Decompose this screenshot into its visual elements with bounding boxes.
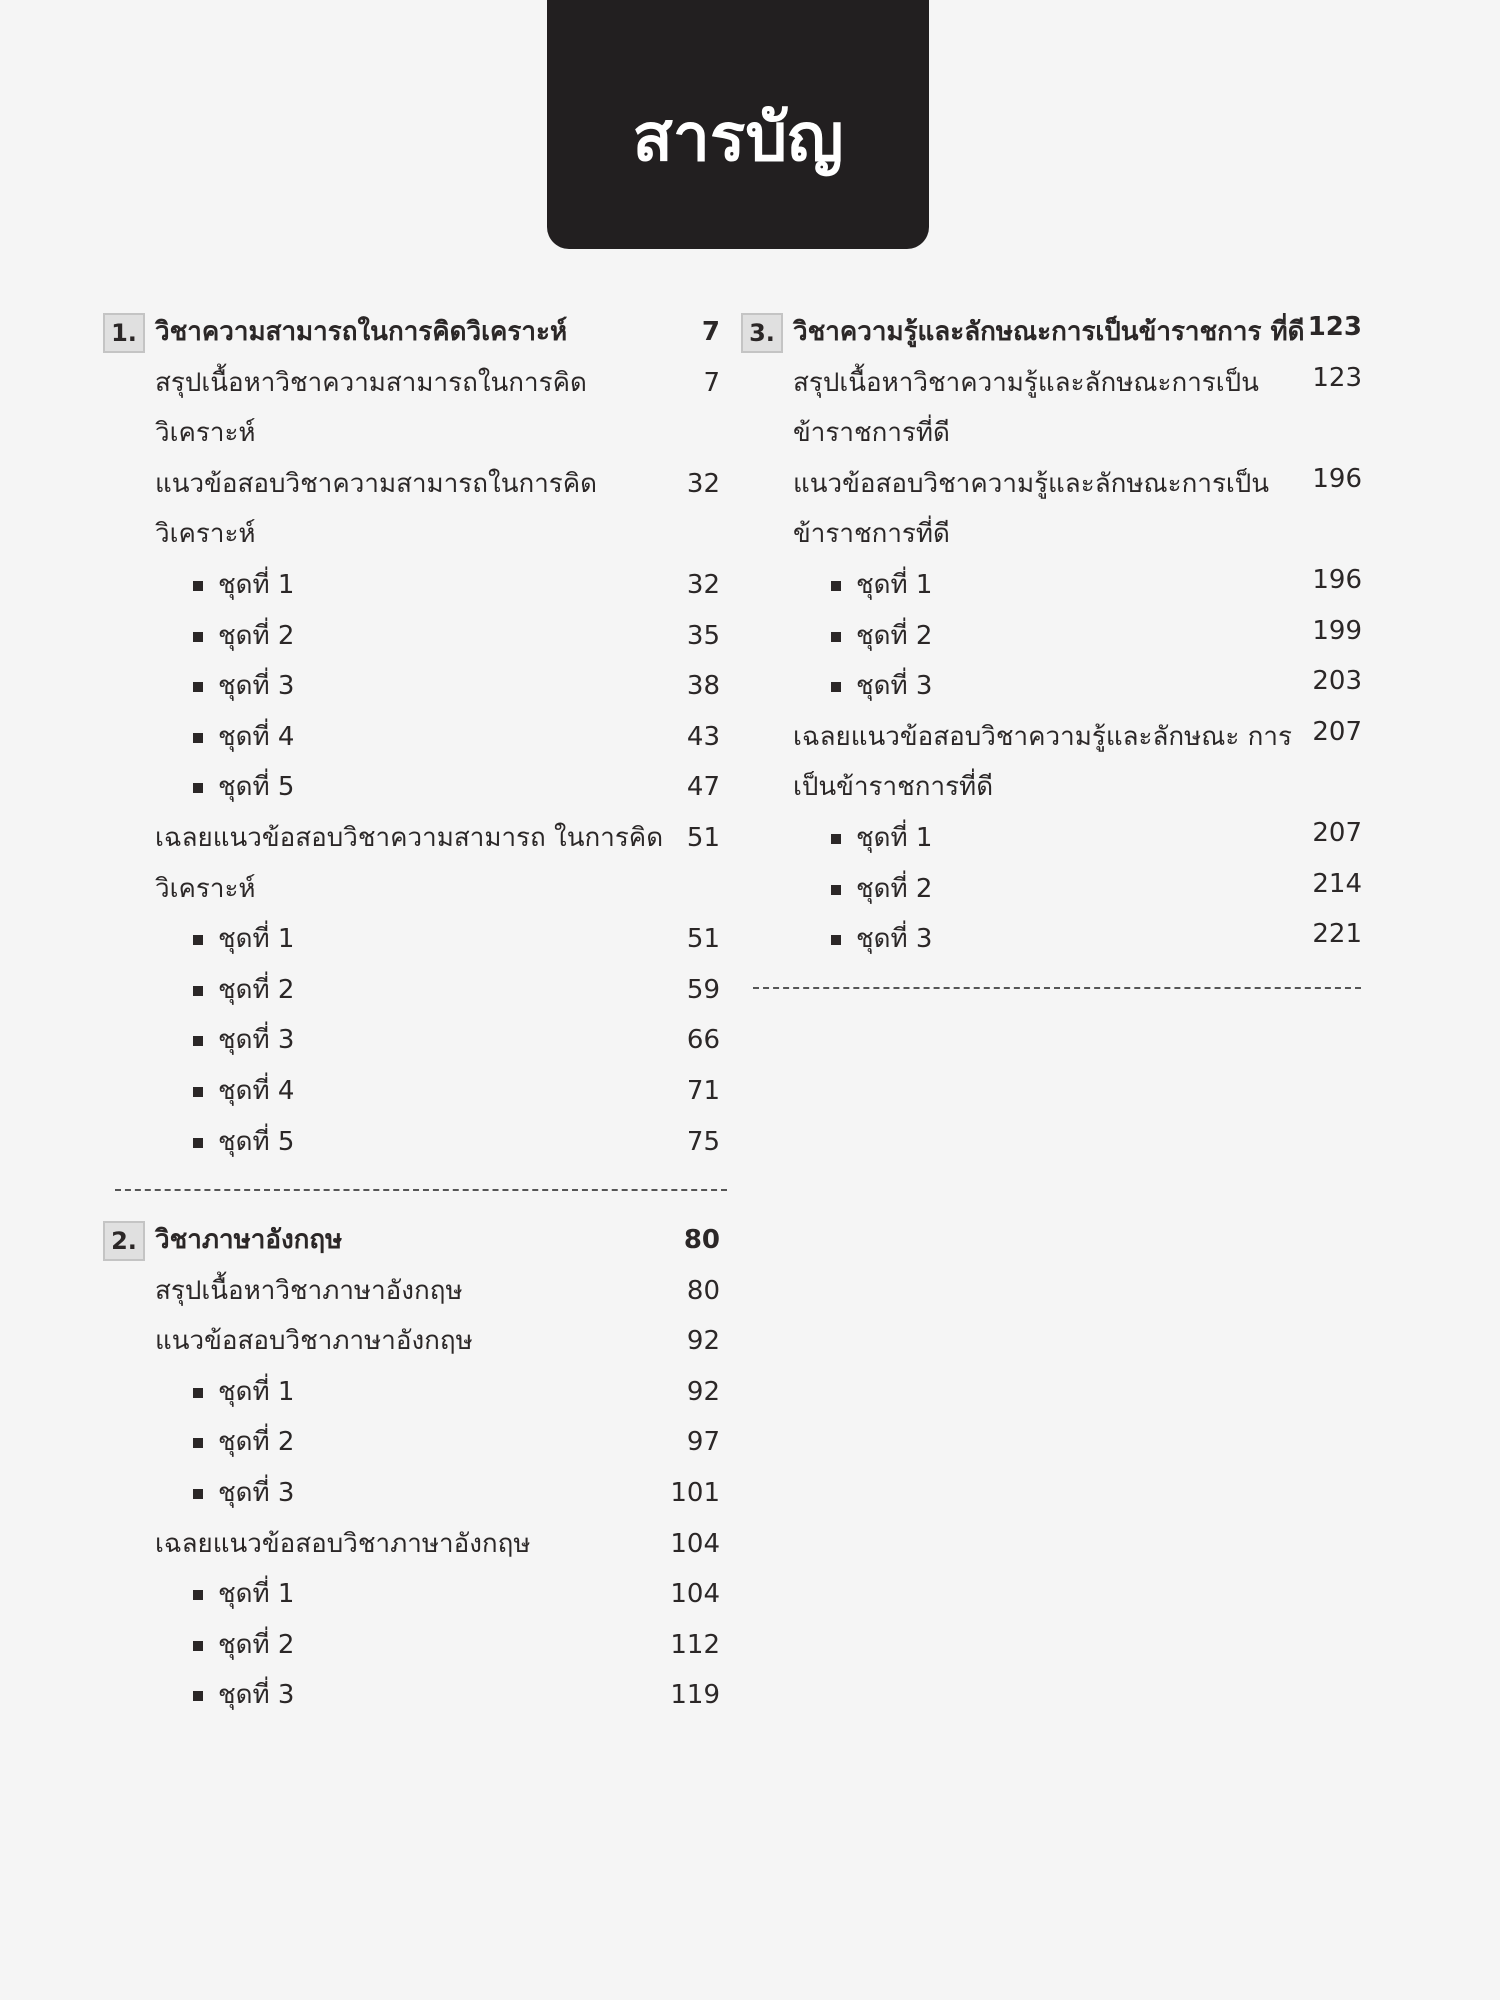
section-title: วิชาภาษาอังกฤษ [155,1225,343,1256]
toc-subentry-page-number: 221 [1312,919,1362,950]
toc-entry[interactable] [738,358,1368,459]
toc-entry-label: แนวข้อสอบวิชาความรู้และลักษณะการเป็น ข้าราชการที่ดี [793,468,1270,550]
toc-entry-label: เฉลยแนวข้อสอบวิชาความสามารถ ในการคิดวิเคราะห์ [155,822,664,904]
toc-subentry[interactable] [100,1117,730,1168]
section-header[interactable] [738,307,1368,358]
toc-subentry-page-number: 97 [686,1427,720,1458]
toc-subentry-page-number: 35 [686,620,720,651]
square-bullet-icon [193,986,203,996]
toc-subentry-label: ชุดที่ 2 [856,620,933,651]
toc-entry[interactable] [738,459,1368,560]
toc-section [738,307,1368,965]
toc-subentry[interactable] [100,1367,730,1418]
section-page-number: 123 [1307,312,1362,342]
toc-entry[interactable] [100,1519,730,1570]
square-bullet-icon [193,1388,203,1398]
square-bullet-icon [193,1438,203,1448]
section-divider [115,1189,727,1191]
toc-subentry-label: ชุดที่ 3 [856,671,933,702]
toc-subentry-label: ชุดที่ 1 [218,924,295,955]
toc-subentry-label: ชุดที่ 5 [218,772,295,803]
toc-subentry-page-number: 59 [686,974,720,1005]
toc-subentry-label: ชุดที่ 2 [218,1427,295,1458]
toc-entry[interactable] [100,358,730,459]
toc-subentry[interactable] [738,560,1368,611]
section-number: 1. [103,313,145,353]
toc-entry[interactable] [738,712,1368,813]
square-bullet-icon [193,783,203,793]
toc-entry-page-number: 80 [686,1275,720,1306]
toc-subentry[interactable] [738,661,1368,712]
square-bullet-icon [193,581,203,591]
toc-subentry[interactable] [100,1670,730,1721]
toc-entry[interactable] [100,1316,730,1367]
section-title: วิชาความรู้และลักษณะการเป็นข้าราชการ ที่ดี [793,317,1305,347]
toc-subentry-label: ชุดที่ 2 [856,873,933,904]
square-bullet-icon [831,834,841,844]
toc-subentry[interactable] [738,914,1368,965]
square-bullet-icon [193,935,203,945]
toc-entry[interactable] [100,1266,730,1317]
square-bullet-icon [193,733,203,743]
toc-subentry-page-number: 207 [1312,817,1362,848]
toc-entry[interactable] [100,813,730,914]
toc-entry[interactable] [100,459,730,560]
toc-entry-label: สรุปเนื้อหาวิชาภาษาอังกฤษ [155,1275,463,1306]
toc-column-right [738,307,1368,1013]
section-number: 2. [103,1221,145,1261]
toc-subentry[interactable] [100,1468,730,1519]
page-title: สารบัญ [547,0,929,249]
toc-entry-label: แนวข้อสอบวิชาความสามารถในการคิดวิเคราะห์ [155,468,598,550]
toc-subentry-label: ชุดที่ 2 [218,1629,295,1660]
square-bullet-icon [831,632,841,642]
toc-subentry[interactable] [100,661,730,712]
toc-subentry-label: ชุดที่ 5 [218,1126,295,1157]
square-bullet-icon [193,632,203,642]
toc-subentry-label: ชุดที่ 3 [856,924,933,955]
toc-entry-page-number: 92 [686,1326,720,1357]
toc-entry-page-number: 123 [1312,362,1362,393]
section-divider [753,987,1361,989]
toc-subentry-page-number: 51 [686,924,720,955]
toc-entry-page-number: 207 [1312,716,1362,747]
toc-subentry-page-number: 92 [686,1376,720,1407]
toc-entry-label: เฉลยแนวข้อสอบวิชาภาษาอังกฤษ [155,1528,531,1559]
toc-subentry-page-number: 75 [686,1126,720,1157]
toc-subentry-page-number: 196 [1312,564,1362,595]
toc-subentry[interactable] [100,1620,730,1671]
toc-subentry-page-number: 71 [686,1075,720,1106]
section-title: วิชาความสามารถในการคิดวิเคราะห์ [155,317,568,347]
toc-section [100,1215,730,1721]
toc-subentry-label: ชุดที่ 1 [218,569,295,600]
toc-entry-label: สรุปเนื้อหาวิชาความสามารถในการคิดวิเคราะห์ [155,367,587,449]
toc-subentry[interactable] [100,712,730,763]
toc-subentry-label: ชุดที่ 2 [218,974,295,1005]
toc-subentry-label: ชุดที่ 3 [218,1025,295,1056]
toc-subentry[interactable] [738,864,1368,915]
square-bullet-icon [193,1641,203,1651]
toc-subentry-label: ชุดที่ 1 [218,1376,295,1407]
toc-subentry-page-number: 32 [686,569,720,600]
toc-subentry-label: ชุดที่ 1 [218,1579,295,1610]
section-number: 3. [741,313,783,353]
square-bullet-icon [831,682,841,692]
toc-subentry[interactable] [100,1066,730,1117]
toc-subentry[interactable] [100,1569,730,1620]
square-bullet-icon [831,581,841,591]
toc-subentry-page-number: 112 [670,1629,720,1660]
square-bullet-icon [193,1138,203,1148]
section-header[interactable] [100,307,730,358]
toc-subentry[interactable] [100,1417,730,1468]
toc-subentry[interactable] [100,965,730,1016]
toc-subentry-page-number: 38 [686,671,720,702]
toc-column-left [100,307,730,1721]
section-page-number: 7 [701,317,720,347]
square-bullet-icon [831,935,841,945]
toc-subentry-page-number: 199 [1312,615,1362,646]
toc-subentry-label: ชุดที่ 3 [218,1478,295,1509]
toc-entry-label: แนวข้อสอบวิชาภาษาอังกฤษ [155,1326,473,1357]
toc-subentry-label: ชุดที่ 1 [856,822,933,853]
toc-entry-label: เฉลยแนวข้อสอบวิชาความรู้และลักษณะ การเป็นข้าราชการที่ดี [793,721,1292,803]
toc-subentry[interactable] [738,813,1368,864]
toc-subentry[interactable] [100,1015,730,1066]
toc-entry-page-number: 32 [686,468,720,499]
toc-subentry-label: ชุดที่ 1 [856,569,933,600]
toc-entry-page-number: 196 [1312,463,1362,494]
toc-subentry[interactable] [738,611,1368,662]
section-header[interactable] [100,1215,730,1266]
toc-subentry-page-number: 214 [1312,868,1362,899]
square-bullet-icon [831,885,841,895]
toc-subentry[interactable] [100,762,730,813]
square-bullet-icon [193,1036,203,1046]
toc-subentry-label: ชุดที่ 4 [218,721,295,752]
toc-subentry-page-number: 43 [686,721,720,752]
square-bullet-icon [193,1691,203,1701]
toc-subentry[interactable] [100,560,730,611]
toc-subentry[interactable] [100,611,730,662]
toc-section [100,307,730,1167]
toc-entry-label: สรุปเนื้อหาวิชาความรู้และลักษณะการเป็น ข้าราชการที่ดี [793,367,1259,449]
toc-subentry-label: ชุดที่ 4 [218,1075,295,1106]
toc-entry-page-number: 7 [703,367,720,398]
toc-entry-page-number: 51 [686,822,720,853]
toc-subentry-label: ชุดที่ 3 [218,1680,295,1711]
toc-subentry-page-number: 203 [1312,666,1362,697]
square-bullet-icon [193,682,203,692]
section-page-number: 80 [683,1225,720,1256]
toc-subentry-page-number: 104 [670,1579,720,1610]
square-bullet-icon [193,1087,203,1097]
toc-subentry-page-number: 119 [670,1680,720,1711]
toc-subentry-page-number: 101 [670,1478,720,1509]
square-bullet-icon [193,1489,203,1499]
toc-subentry-page-number: 47 [686,772,720,803]
toc-entry-page-number: 104 [670,1528,720,1559]
toc-subentry-label: ชุดที่ 2 [218,620,295,651]
toc-subentry-page-number: 66 [686,1025,720,1056]
toc-subentry[interactable] [100,914,730,965]
toc-subentry-label: ชุดที่ 3 [218,671,295,702]
square-bullet-icon [193,1590,203,1600]
